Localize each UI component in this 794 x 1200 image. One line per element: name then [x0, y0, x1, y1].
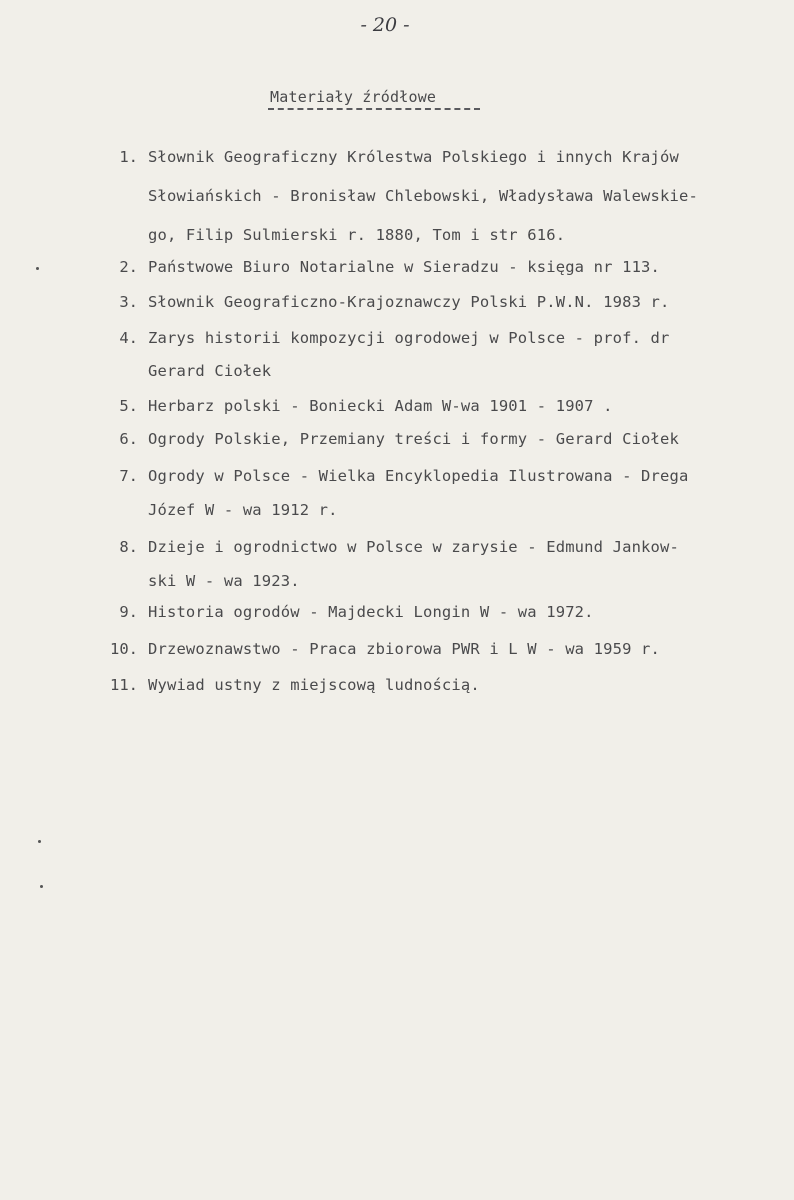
entry-number: 1.: [119, 148, 138, 166]
paper-speck: [40, 885, 43, 888]
entry-number: 3.: [119, 293, 138, 311]
paper-speck: [38, 840, 41, 843]
entry-line: go, Filip Sulmierski r. 1880, Tom i str 616.: [148, 226, 566, 244]
entry-line: Słownik Geograficzno-Krajoznawczy Polski P.W.N. 1983 r.: [148, 293, 670, 311]
section-heading: [270, 88, 480, 110]
entry-line: Zarys historii kompozycji ogrodowej w Polsce - prof. dr: [148, 329, 670, 347]
entry-line: Ogrody w Polsce - Wielka Encyklopedia Ilustrowana - Drega: [148, 467, 689, 485]
entry-line: Historia ogrodów - Majdecki Longin W - wa 1972.: [148, 603, 594, 621]
page-number: - 20 -: [360, 14, 410, 36]
entry-line: Herbarz polski - Boniecki Adam W-wa 1901 - 1907 .: [148, 397, 613, 415]
entry-number: 4.: [119, 329, 138, 347]
entry-line: Gerard Ciołek: [148, 362, 272, 380]
entry-line: Wywiad ustny z miejscową ludnością.: [148, 676, 480, 694]
entry-number: 9.: [119, 603, 138, 621]
entry-number: 11.: [110, 676, 138, 694]
section-heading-text: Materiały źródłowe: [270, 88, 437, 106]
entry-number: 6.: [119, 430, 138, 448]
entry-line: Dzieje i ogrodnictwo w Polsce w zarysie - Edmund Jankow-: [148, 538, 679, 556]
entry-number: 5.: [119, 397, 138, 415]
entry-number: 8.: [119, 538, 138, 556]
entry-line: Ogrody Polskie, Przemiany treści i formy - Gerard Ciołek: [148, 430, 679, 448]
entry-number: 7.: [119, 467, 138, 485]
heading-underline: [268, 108, 480, 110]
entry-line: Drzewoznawstwo - Praca zbiorowa PWR i L W - wa 1959 r.: [148, 640, 661, 658]
entry-number: 2.: [119, 258, 138, 276]
entry-line: Państwowe Biuro Notarialne w Sieradzu - księga nr 113.: [148, 258, 661, 276]
entry-number: 10.: [110, 640, 138, 658]
paper-speck: [36, 267, 39, 270]
entry-line: Józef W - wa 1912 r.: [148, 501, 338, 519]
entry-line: ski W - wa 1923.: [148, 572, 300, 590]
entry-line: Słownik Geograficzny Królestwa Polskiego i innych Krajów: [148, 148, 679, 166]
entry-line: Słowiańskich - Bronisław Chlebowski, Władysława Walewskie-: [148, 187, 698, 205]
